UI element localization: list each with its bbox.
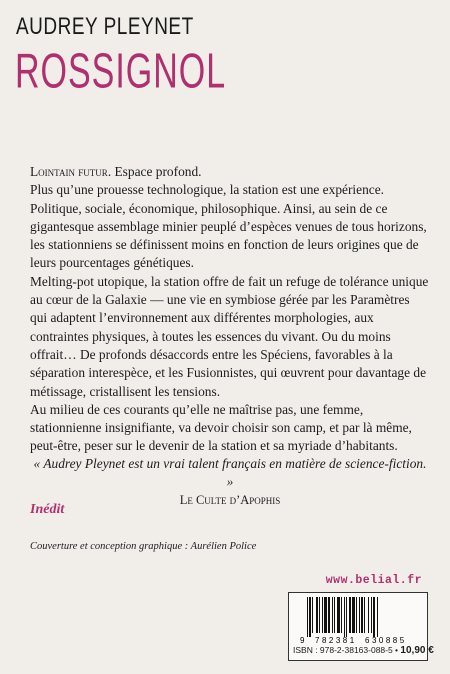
quote-source: Le Culte d’Apophis bbox=[179, 493, 281, 507]
barcode-bar bbox=[332, 597, 333, 633]
blurb-lead-rest: . Espace profond. bbox=[107, 164, 202, 179]
barcode-bar bbox=[368, 597, 369, 633]
cover-credits: Couverture et conception graphique : Aurélien Police bbox=[30, 541, 257, 552]
barcode-digit-first: 9 bbox=[300, 636, 305, 645]
barcode-bar bbox=[371, 597, 372, 633]
barcode-bar bbox=[373, 597, 375, 637]
barcode-bar bbox=[352, 597, 355, 633]
press-quote bbox=[30, 455, 430, 509]
price: 10,90 € bbox=[400, 645, 434, 656]
blurb-lead-small-caps: Lointain futur bbox=[30, 164, 108, 179]
barcode-icon bbox=[299, 597, 419, 645]
barcode-bar bbox=[377, 597, 378, 637]
barcode-bar bbox=[328, 597, 330, 633]
barcode-bar bbox=[324, 597, 327, 633]
barcode-bar bbox=[312, 597, 313, 633]
barcode-bar bbox=[334, 597, 335, 633]
barcode-bar bbox=[309, 597, 311, 637]
inedit-label: Inédit bbox=[30, 502, 65, 517]
author-name: AUDREY PLEYNET bbox=[16, 14, 194, 41]
isbn-number: ISBN : 978-2-38163-088-5 • bbox=[293, 645, 399, 655]
barcode-bar bbox=[346, 597, 347, 637]
book-title: ROSSIGNOL bbox=[15, 44, 227, 100]
barcode-bar bbox=[356, 597, 357, 633]
barcode-bar bbox=[364, 597, 365, 633]
blurb-paragraph-2: Melting-pot utopique, la station offre de fait un refuge de tolérance unique au cœur de la Galaxie — une vie en symbiose gérée par les Paramètres qui adaptent l’environnement aux différentes morphologies, aux contraintes physiques, à toutes les essences du vivant. Ou du moins offrait… De profonds désaccords entre les Spéciens, favorables à la séparation interespèce, et les Fusionnistes, qui œuvrent pour davantage de métissage, cristallisent les tensions. bbox=[30, 273, 429, 399]
publisher-website: www.belial.fr bbox=[325, 574, 422, 587]
blurb-paragraph-1: Plus qu’une prouesse technologique, la station est une expérience. Politique, sociale, économique, philosophique. Ainsi, au sein de ce gigantesque assemblage minier peuplé d’espèces venues de tous horizons, les stationniens se définissent moins en fonction de leurs origines que de leurs pourcentages génétiques. bbox=[30, 182, 427, 271]
barcode-bar bbox=[349, 597, 351, 633]
barcode-bar bbox=[337, 597, 340, 633]
barcode-bar bbox=[359, 597, 360, 633]
barcode-bar bbox=[322, 597, 323, 633]
blurb-lead bbox=[30, 163, 430, 181]
barcode-bar bbox=[341, 597, 342, 633]
barcode-bar bbox=[316, 597, 318, 633]
barcode-bar bbox=[344, 597, 345, 637]
barcode-box bbox=[288, 592, 434, 661]
blurb-paragraph-3: Au milieu de ces courants qu’elle ne maîtrise pas, une femme, stationnienne insignifiante, va devoir choisir son camp, et par là même, peut-être, peser sur le devenir de la station et sa myriade d’habitants. bbox=[30, 401, 412, 454]
blurb bbox=[30, 163, 430, 456]
barcode-digits-left: 782381 bbox=[315, 636, 357, 645]
barcode-bar bbox=[361, 597, 363, 633]
quote-text: « Audrey Pleynet est un vrai talent français en matière de science-fiction. » bbox=[33, 456, 427, 489]
barcode-bar bbox=[307, 597, 308, 637]
isbn-line bbox=[293, 645, 434, 656]
barcode-bar bbox=[319, 597, 320, 633]
barcode-digits-right: 630885 bbox=[365, 636, 407, 645]
